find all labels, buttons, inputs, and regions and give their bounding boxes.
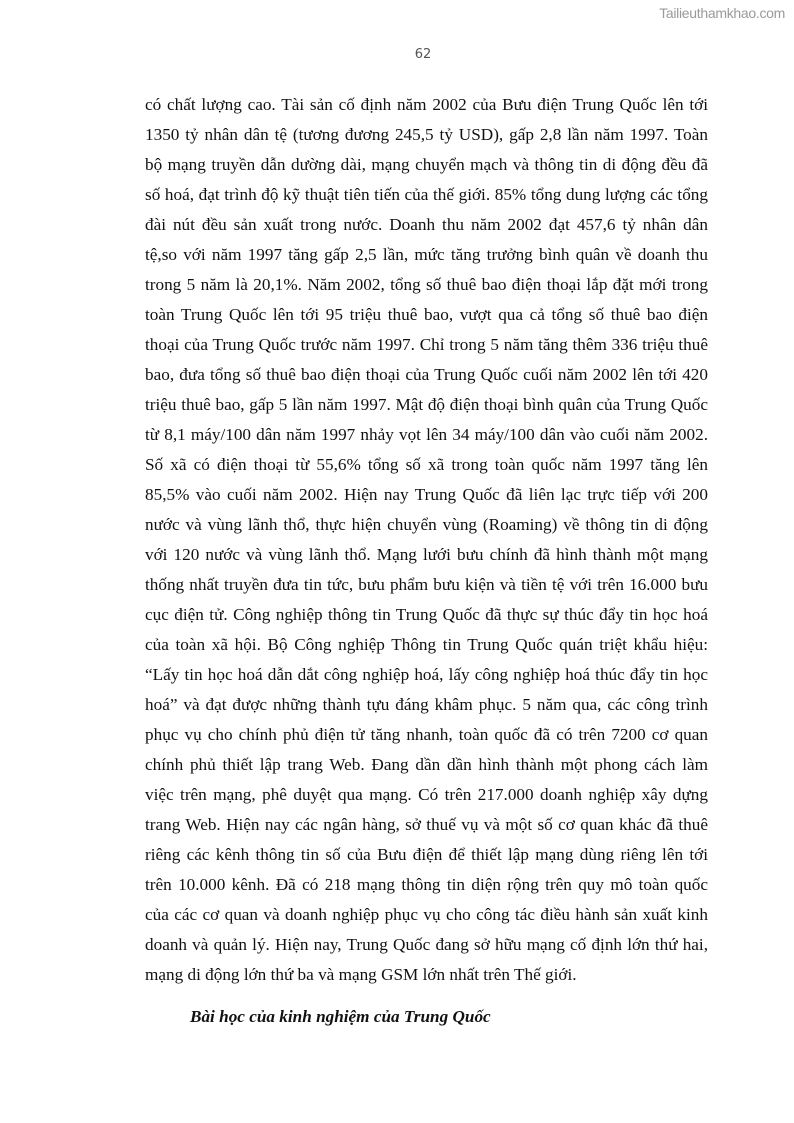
- text-line: trong 5 năm là 20,1%. Năm 2002, tổng số thuê bao điện thoại lắp đặt mới trong: [145, 275, 708, 294]
- page-number: 62: [414, 47, 432, 62]
- text-line: riêng các kênh thông tin số của Bưu điện để thiết lập mạng dùng riêng lên tới: [145, 845, 708, 864]
- text-line: 85,5% vào cuối năm 2002. Hiện nay Trung Quốc đã liên lạc trực tiếp với 200: [145, 485, 708, 504]
- watermark: Tailieuthamkhao.com: [659, 5, 785, 21]
- body-paragraph: [145, 90, 708, 990]
- text-line: doanh và quản lý. Hiện nay, Trung Quốc đang sở hữu mạng cố định lớn thứ hai,: [145, 935, 708, 954]
- text-line: chính phủ thiết lập trang Web. Đang dần dần hình thành một phong cách làm: [145, 755, 708, 774]
- text-line: nước và vùng lãnh thổ, thực hiện chuyển vùng (Roaming) về thông tin di động: [145, 515, 708, 534]
- text-line: trang Web. Hiện nay các ngân hàng, sở thuế vụ và một số cơ quan khác đã thuê: [145, 815, 708, 834]
- text-line: thống nhất truyền đưa tin tức, bưu phẩm bưu kiện và tiền tệ với trên 16.000 bưu: [145, 575, 708, 594]
- text-line: 1350 tỷ nhân dân tệ (tương đương 245,5 tỷ USD), gấp 2,8 lần năm 1997. Toàn: [145, 125, 708, 144]
- text-line: tệ,so với năm 1997 tăng gấp 2,5 lần, mức tăng trưởng bình quân về doanh thu: [145, 245, 708, 264]
- text-line: Số xã có điện thoại từ 55,6% tổng số xã trong toàn quốc năm 1997 tăng lên: [145, 455, 708, 474]
- text-line: số hoá, đạt trình độ kỹ thuật tiên tiến của thế giới. 85% tổng dung lượng các tổng: [145, 185, 708, 204]
- text-line: bộ mạng truyền dẫn dường dài, mạng chuyển mạch và thông tin di động đều đã: [145, 155, 708, 174]
- text-line: cục điện tử. Công nghiệp thông tin Trung Quốc đã thực sự thúc đẩy tin học hoá: [145, 605, 708, 624]
- text-line: toàn Trung Quốc lên tới 95 triệu thuê bao, vượt qua cả tổng số thuê bao điện: [145, 305, 708, 324]
- text-line: trên 10.000 kênh. Đã có 218 mạng thông tin diện rộng trên quy mô toàn quốc: [145, 875, 708, 894]
- text-line: hoá” và đạt được những thành tựu đáng khâm phục. 5 năm qua, các công trình: [145, 695, 708, 714]
- text-line: của toàn xã hội. Bộ Công nghiệp Thông tin Trung Quốc quán triệt khẩu hiệu:: [145, 635, 708, 654]
- text-line: việc trên mạng, phê duyệt qua mạng. Có trên 217.000 doanh nghiệp xây dựng: [145, 785, 708, 804]
- text-line: từ 8,1 máy/100 dân năm 1997 nhảy vọt lên 34 máy/100 dân vào cuối năm 2002.: [145, 425, 708, 444]
- text-line: của các cơ quan và doanh nghiệp phục vụ cho công tác điều hành sản xuất kinh: [145, 905, 708, 924]
- text-line: triệu thuê bao, gấp 5 lần năm 1997. Mật độ điện thoại bình quân của Trung Quốc: [145, 395, 708, 414]
- text-line: “Lấy tin học hoá dẫn dắt công nghiệp hoá, lấy công nghiệp hoá thúc đẩy tin học: [145, 665, 708, 684]
- text-line: mạng di động lớn thứ ba và mạng GSM lớn nhất trên Thế giới.: [145, 965, 577, 984]
- text-line: phục vụ cho chính phủ điện tử tăng nhanh, toàn quốc đã có trên 7200 cơ quan: [145, 725, 708, 744]
- section-heading: Bài học của kinh nghiệm của Trung Quốc: [190, 1007, 491, 1026]
- text-line: với 120 nước và vùng lãnh thổ. Mạng lưới bưu chính đã hình thành một mạng: [145, 545, 708, 564]
- text-line: bao, đưa tổng số thuê bao điện thoại của Trung Quốc cuối năm 2002 lên tới 420: [145, 365, 708, 384]
- text-line: đài nút đều sản xuất trong nước. Doanh thu năm 2002 đạt 457,6 tỷ nhân dân: [145, 215, 708, 234]
- text-line: có chất lượng cao. Tài sản cố định năm 2002 của Bưu điện Trung Quốc lên tới: [145, 95, 708, 114]
- text-line: thoại của Trung Quốc trước năm 1997. Chỉ trong 5 năm tăng thêm 336 triệu thuê: [145, 335, 708, 354]
